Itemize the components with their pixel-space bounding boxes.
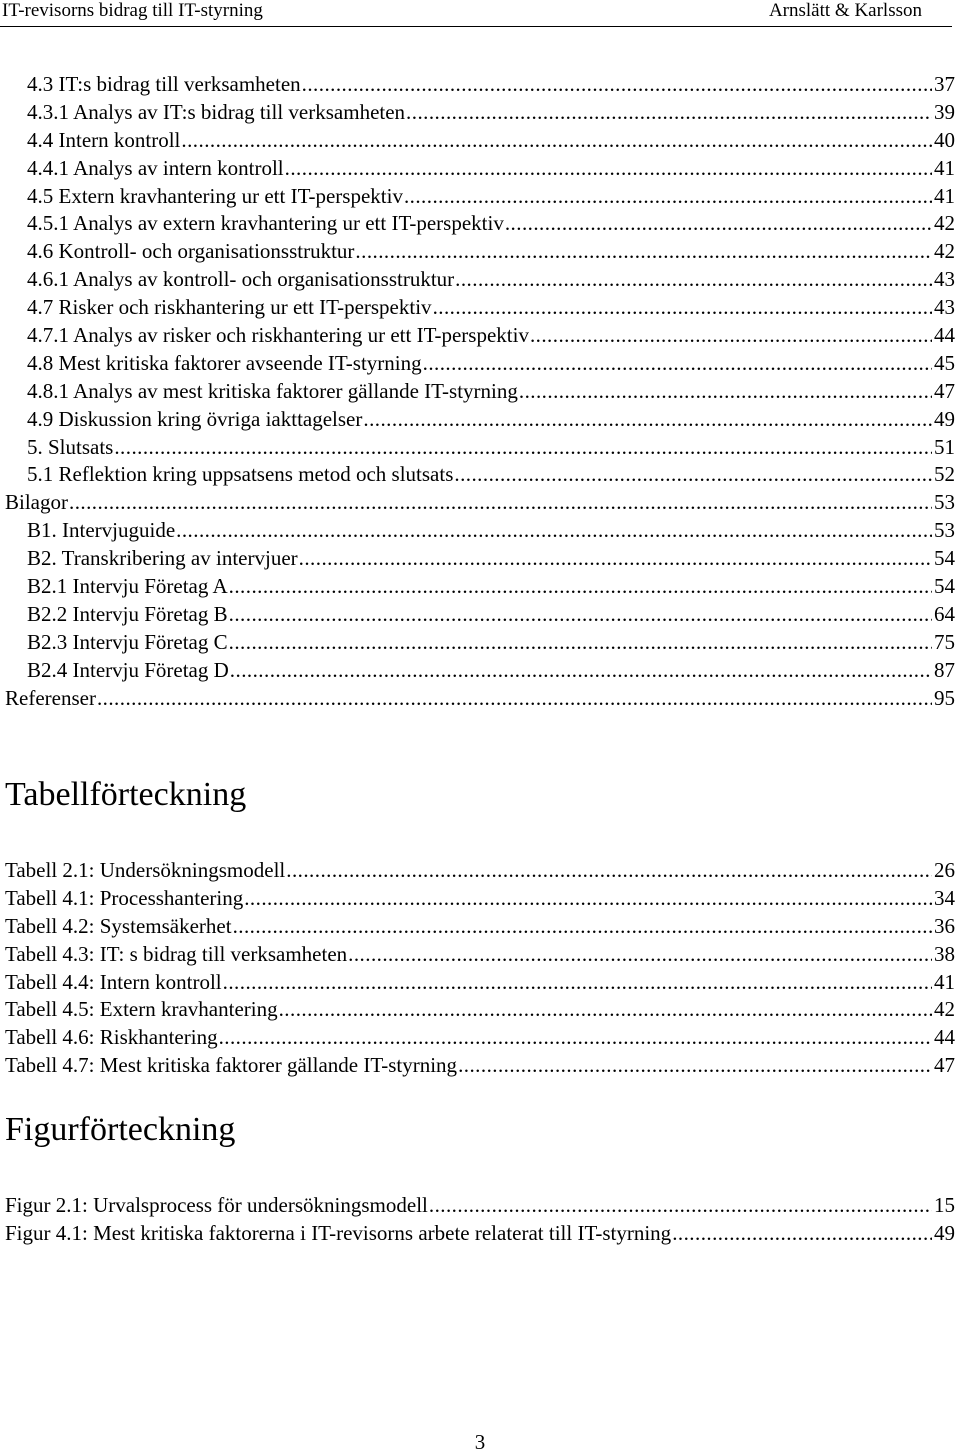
toc-entry[interactable] xyxy=(5,99,955,127)
toc-entry[interactable] xyxy=(5,266,955,294)
entry-page-number: 53 xyxy=(934,518,955,543)
entry-label: Tabell 4.1: Processhantering xyxy=(5,885,244,910)
toc-entry[interactable] xyxy=(5,210,955,238)
entry-label: Figur 2.1: Urvalsprocess för undersökningsmodell xyxy=(5,1193,428,1217)
dot-leader xyxy=(244,885,932,913)
entry-label: 4.3 IT:s bidrag till verksamheten xyxy=(27,72,301,96)
dot-leader xyxy=(229,629,932,657)
dot-leader xyxy=(406,99,932,127)
dot-leader xyxy=(229,573,932,601)
dot-leader xyxy=(433,294,932,322)
toc-entry[interactable] xyxy=(5,629,955,657)
toc-entry[interactable] xyxy=(5,350,955,378)
entry-page-number: 75 xyxy=(934,629,955,654)
entry-page-number: 44 xyxy=(934,1025,955,1050)
dot-leader xyxy=(505,210,932,238)
entry-page-number: 41 xyxy=(934,155,955,180)
dot-leader xyxy=(458,1052,932,1080)
header-rule xyxy=(0,26,952,27)
entry-page-number: 51 xyxy=(934,434,955,459)
dot-leader xyxy=(223,969,932,997)
entry-page-number: 42 xyxy=(934,211,955,236)
entry-page-number: 26 xyxy=(934,858,955,882)
entry-page-number: 42 xyxy=(934,997,955,1022)
dot-leader xyxy=(219,1024,932,1052)
dot-leader xyxy=(672,1220,932,1248)
dot-leader xyxy=(233,913,932,941)
entry-label: Bilagor xyxy=(5,490,68,515)
entry-page-number: 49 xyxy=(934,1220,955,1245)
dot-leader xyxy=(69,489,932,517)
dot-leader xyxy=(455,266,932,294)
entry-page-number: 87 xyxy=(934,657,955,682)
entry-label: Tabell 4.5: Extern kravhantering xyxy=(5,997,278,1022)
table-entry[interactable] xyxy=(5,885,955,913)
entry-label: Tabell 4.3: IT: s bidrag till verksamheten xyxy=(5,941,348,966)
entry-label: 4.4.1 Analys av intern kontroll xyxy=(27,155,284,180)
toc-entry[interactable] xyxy=(5,434,955,462)
entry-label: 4.6.1 Analys av kontroll- och organisationsstruktur xyxy=(27,267,455,292)
entry-label: 4.9 Diskussion kring övriga iakttagelser xyxy=(27,406,363,431)
dot-leader xyxy=(302,71,932,99)
entry-label: 5.1 Reflektion kring uppsatsens metod och slutsats xyxy=(27,462,454,487)
entry-page-number: 41 xyxy=(934,183,955,208)
toc-entry[interactable] xyxy=(5,657,955,685)
toc-entry[interactable] xyxy=(5,238,955,266)
toc-entry[interactable] xyxy=(5,545,955,573)
dot-leader xyxy=(230,657,932,685)
entry-label: 4.7.1 Analys av risker och riskhantering ur ett IT-perspektiv xyxy=(27,323,529,348)
table-entry[interactable] xyxy=(5,969,955,997)
table-entry[interactable] xyxy=(5,913,955,941)
entry-label: Tabell 4.6: Riskhantering xyxy=(5,1025,218,1050)
entry-page-number: 45 xyxy=(934,350,955,375)
entry-page-number: 39 xyxy=(934,99,955,124)
entry-label: Tabell 4.4: Intern kontroll xyxy=(5,969,222,994)
entry-page-number: 64 xyxy=(934,601,955,626)
entry-page-number: 37 xyxy=(934,72,955,96)
entry-page-number: 40 xyxy=(934,127,955,152)
figures-heading: Figurförteckning xyxy=(5,1111,236,1148)
toc-entry[interactable] xyxy=(5,406,955,434)
dot-leader xyxy=(114,434,932,462)
table-entry[interactable] xyxy=(5,941,955,969)
dot-leader xyxy=(348,941,932,969)
entry-label: B2.1 Intervju Företag A xyxy=(27,574,228,599)
entry-page-number: 15 xyxy=(934,1193,955,1217)
entry-label: 4.8.1 Analys av mest kritiska faktorer gällande IT-styrning xyxy=(27,378,518,403)
entry-page-number: 36 xyxy=(934,913,955,938)
entry-page-number: 95 xyxy=(934,685,955,710)
dot-leader xyxy=(363,406,932,434)
entry-page-number: 52 xyxy=(934,462,955,487)
entry-label: 4.6 Kontroll- och organisationsstruktur xyxy=(27,239,355,264)
entry-label: 4.5 Extern kravhantering ur ett IT-perspektiv xyxy=(27,183,403,208)
dot-leader xyxy=(286,857,932,885)
entry-page-number: 38 xyxy=(934,941,955,966)
entry-page-number: 47 xyxy=(934,378,955,403)
toc-entry[interactable] xyxy=(5,294,955,322)
entry-page-number: 44 xyxy=(934,323,955,348)
entry-page-number: 49 xyxy=(934,406,955,431)
table-of-contents xyxy=(5,71,955,712)
dot-leader xyxy=(423,350,932,378)
entry-label: B2. Transkribering av intervjuer xyxy=(27,546,298,571)
entry-label: 4.3.1 Analys av IT:s bidrag till verksamheten xyxy=(27,99,406,124)
entry-page-number: 34 xyxy=(934,885,955,910)
dot-leader xyxy=(229,601,932,629)
entry-label: Tabell 4.2: Systemsäkerhet xyxy=(5,913,232,938)
entry-label: 4.4 Intern kontroll xyxy=(27,127,181,152)
list-of-figures xyxy=(5,1192,955,1248)
entry-label: 5. Slutsats xyxy=(27,434,114,459)
toc-entry[interactable] xyxy=(5,71,955,99)
table-entry[interactable] xyxy=(5,857,955,885)
dot-leader xyxy=(454,461,932,489)
toc-entry[interactable] xyxy=(5,573,955,601)
entry-label: Tabell 4.7: Mest kritiska faktorer gällande IT-styrning xyxy=(5,1053,458,1078)
toc-entry[interactable] xyxy=(5,461,955,489)
header-title: IT-revisorns bidrag till IT-styrning xyxy=(2,0,263,21)
toc-entry[interactable] xyxy=(5,601,955,629)
dot-leader xyxy=(181,127,932,155)
entry-label: 4.8 Mest kritiska faktorer avseende IT-styrning xyxy=(27,350,422,375)
table-entry[interactable] xyxy=(5,1024,955,1052)
table-entry[interactable] xyxy=(5,1052,955,1080)
dot-leader xyxy=(404,183,932,211)
entry-label: B1. Intervjuguide xyxy=(27,518,176,543)
toc-entry[interactable] xyxy=(5,322,955,350)
entry-page-number: 47 xyxy=(934,1053,955,1078)
figure-entry[interactable] xyxy=(5,1220,955,1248)
entry-label: 4.7 Risker och riskhantering ur ett IT-perspektiv xyxy=(27,295,432,320)
dot-leader xyxy=(176,517,932,545)
toc-entry[interactable] xyxy=(5,685,955,713)
entry-label: B2.4 Intervju Företag D xyxy=(27,657,229,682)
toc-entry[interactable] xyxy=(5,127,955,155)
entry-label: Referenser xyxy=(5,685,96,710)
entry-page-number: 54 xyxy=(934,546,955,571)
entry-label: Figur 4.1: Mest kritiska faktorerna i IT-revisorns arbete relaterat till IT-styrning xyxy=(5,1220,672,1245)
toc-entry[interactable] xyxy=(5,517,955,545)
entry-label: Tabell 2.1: Undersökningsmodell xyxy=(5,858,286,882)
figure-entry[interactable] xyxy=(5,1192,955,1220)
toc-entry[interactable] xyxy=(5,378,955,406)
tables-heading: Tabellförteckning xyxy=(5,776,247,813)
toc-entry[interactable] xyxy=(5,183,955,211)
dot-leader xyxy=(299,545,932,573)
page-number: 3 xyxy=(474,1430,486,1454)
running-header xyxy=(0,0,960,28)
entry-page-number: 43 xyxy=(934,295,955,320)
dot-leader xyxy=(530,322,932,350)
entry-page-number: 53 xyxy=(934,490,955,515)
list-of-tables xyxy=(5,857,955,1080)
entry-label: B2.3 Intervju Företag C xyxy=(27,629,228,654)
header-authors: Arnslätt & Karlsson xyxy=(768,0,922,21)
entry-page-number: 43 xyxy=(934,267,955,292)
dot-leader xyxy=(97,685,932,713)
entry-label: B2.2 Intervju Företag B xyxy=(27,601,228,626)
entry-page-number: 42 xyxy=(934,239,955,264)
toc-entry[interactable] xyxy=(5,155,955,183)
table-entry[interactable] xyxy=(5,996,955,1024)
dot-leader xyxy=(279,996,932,1024)
dot-leader xyxy=(285,155,932,183)
dot-leader xyxy=(519,378,932,406)
dot-leader xyxy=(429,1192,932,1220)
entry-page-number: 41 xyxy=(934,969,955,994)
dot-leader xyxy=(355,238,932,266)
entry-page-number: 54 xyxy=(934,574,955,599)
entry-label: 4.5.1 Analys av extern kravhantering ur ett IT-perspektiv xyxy=(27,211,504,236)
toc-entry[interactable] xyxy=(5,489,955,517)
